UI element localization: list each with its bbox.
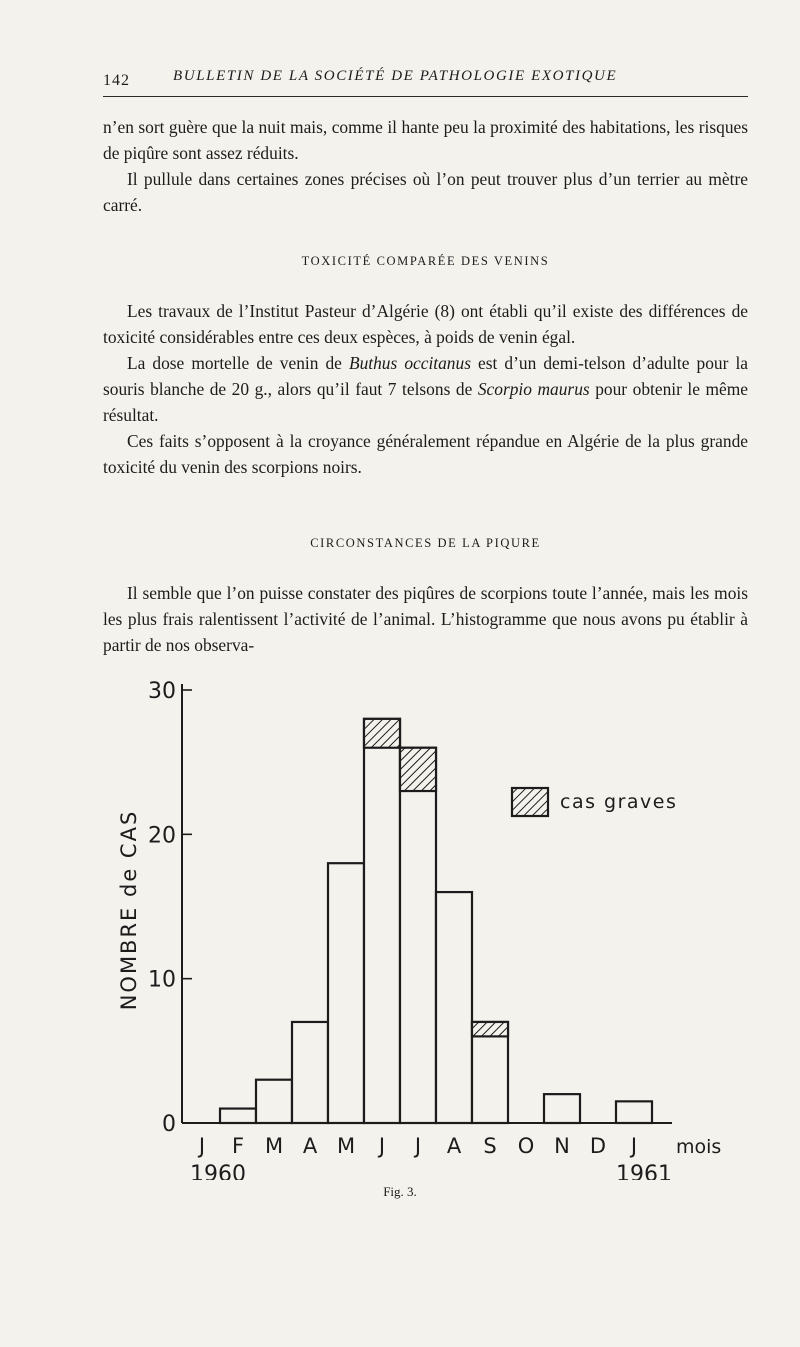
x-tick-label: J: [198, 1134, 206, 1158]
bar: [400, 748, 436, 1123]
circonstances-text: [103, 580, 748, 658]
y-tick-label: 30: [148, 679, 176, 704]
bar: [328, 863, 364, 1123]
circonstances-paragraph-1: Il semble que l’on puisse constater des piqûres de scorpions toute l’année, mais les mois les plus frais ralentissent l’activité de l’animal. L’histogramme que nous avons pu établir à partir de nos observa-: [103, 583, 748, 655]
x-tick-label: A: [302, 1134, 318, 1158]
intro-paragraph-1: n’en sort guère que la nuit mais, comme il hante peu la proximité des habitations, les risques de piqûre sont assez réduits.: [103, 117, 748, 163]
legend-swatch: [512, 788, 548, 816]
section-heading-circonstances: CIRCONSTANCES DE LA PIQURE: [310, 536, 541, 550]
x-tick-label: M: [336, 1134, 356, 1158]
bar: [544, 1094, 580, 1123]
page-number: 142: [103, 72, 130, 89]
year-label-1960: 1960: [190, 1162, 246, 1180]
y-tick-label: 10: [148, 967, 176, 993]
x-tick-label: O: [517, 1134, 535, 1158]
bar-cas-graves: [364, 719, 400, 748]
species-scorpio: Scorpio maurus: [477, 379, 590, 399]
toxicite-paragraph-1: Les travaux de l’Institut Pasteur d’Algérie (8) ont établi qu’il existe des différences de toxicité considérables entre ces deux espèces, à poids de venin égal.: [103, 301, 748, 347]
y-tick-label: 20: [148, 823, 176, 849]
intro-text: [103, 114, 748, 218]
bar: [220, 1109, 256, 1123]
figure-caption: Fig. 3.: [383, 1184, 417, 1199]
x-axis-label: mois: [676, 1136, 722, 1158]
x-tick-label: N: [554, 1134, 570, 1158]
year-label-1961: 1961: [616, 1162, 672, 1180]
bar: [616, 1101, 652, 1123]
x-tick-label: M: [264, 1134, 284, 1158]
y-axis-label: NOMBRE de CAS: [117, 809, 141, 1011]
histogram-chart: [0, 660, 800, 1180]
intro-paragraph-2: Il pullule dans certaines zones précises où l’on peut trouver plus d’un terrier au mètre carré.: [103, 169, 748, 215]
x-tick-label: D: [589, 1134, 607, 1158]
bar: [256, 1080, 292, 1123]
bar: [364, 719, 400, 1123]
species-buthus: Buthus occitanus: [348, 353, 471, 373]
toxicite-paragraph-3: Ces faits s’opposent à la croyance généralement répandue en Algérie de la plus grande toxicité du venin des scorpions noirs.: [103, 431, 748, 477]
bar: [292, 1022, 328, 1123]
toxicite-paragraph-2: La dose mortelle de venin de Buthus occitanus est d’un demi-telson d’adulte pour la souris blanche de 20 g., alors qu’il faut 7 telsons de Scorpio maurus pour obtenir le même résultat.: [103, 353, 748, 425]
bar-cas-graves: [400, 748, 436, 791]
bar: [436, 892, 472, 1123]
x-tick-label: J: [630, 1134, 638, 1158]
x-tick-label: J: [378, 1134, 386, 1158]
x-tick-label: F: [231, 1134, 245, 1158]
section-heading-toxicite: TOXICITÉ COMPARÉE DES VENINS: [301, 254, 550, 268]
y-tick-label: 0: [162, 1112, 176, 1137]
x-tick-label: A: [446, 1134, 462, 1158]
legend-label: cas graves: [560, 791, 678, 813]
journal-title: BULLETIN DE LA SOCIÉTÉ DE PATHOLOGIE EXOTIQUE: [173, 68, 618, 84]
toxicite-text: [103, 298, 748, 480]
bar-cas-graves: [472, 1022, 508, 1036]
x-tick-label: S: [483, 1134, 497, 1158]
x-tick-label: J: [414, 1134, 422, 1158]
running-header: [103, 66, 748, 97]
